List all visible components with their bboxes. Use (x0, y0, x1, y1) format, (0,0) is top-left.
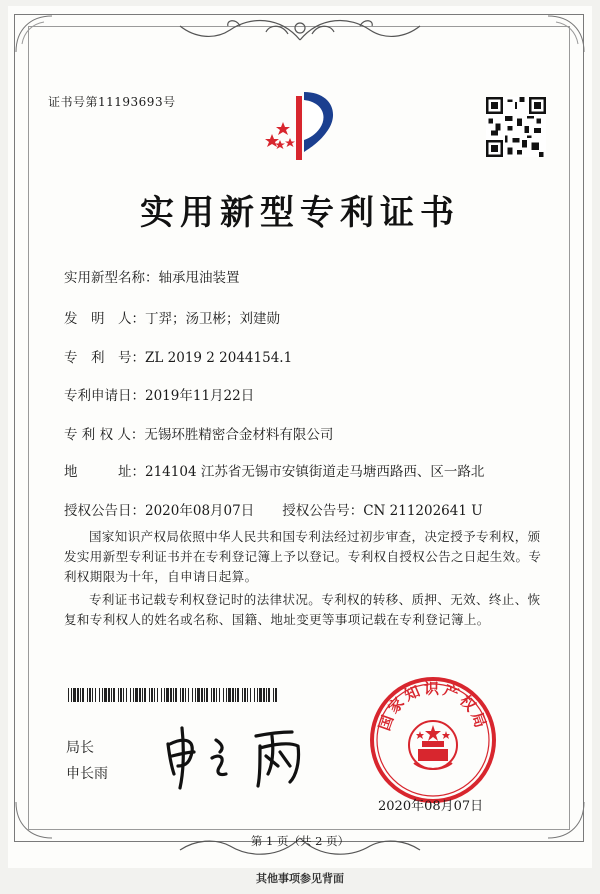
barcode-bar (266, 688, 267, 702)
barcode-bar (99, 688, 100, 702)
barcode-bar (259, 688, 262, 702)
field-patentee (64, 423, 333, 443)
barcode-bar (133, 688, 134, 702)
barcode-bar (237, 688, 239, 702)
barcode-bar (144, 688, 146, 702)
seal-text: 国家知识产权局 (375, 679, 491, 733)
barcode-bar (180, 688, 181, 702)
barcode-bar (154, 688, 155, 702)
certificate-title: 实用新型专利证书 (140, 193, 460, 233)
barcode-bar (164, 688, 165, 702)
barcode-bar (149, 688, 150, 702)
barcode-bar (120, 688, 122, 702)
field-grant-date (64, 499, 483, 519)
corner-ornament-icon (14, 14, 54, 54)
barcode-bar (161, 688, 162, 702)
barcode-bar (242, 688, 243, 702)
barcode-bar (228, 688, 231, 702)
barcode-bar (216, 688, 217, 702)
body-paragraph: 国家知识产权局依照中华人民共和国专利法经过初步审查，决定授予专利权，颁发实用新型专利证书并在专利登记簿上予以登记。专利权自授权公告之日起生效。专利权期限为十年，自申请日起算。 (64, 529, 542, 584)
barcode-bar (275, 688, 277, 702)
field-application-date (64, 384, 254, 404)
barcode-bar (123, 688, 124, 702)
certificate-body (64, 527, 544, 633)
field-label: 实用新型名称： (64, 270, 159, 286)
barcode-bar (151, 688, 153, 702)
barcode-bar (82, 688, 84, 702)
top-ornament-icon (170, 12, 430, 48)
page-number: 第 1 页（共 2 页） (250, 834, 350, 848)
barcode-bar (201, 688, 203, 702)
barcode-bar (111, 688, 112, 702)
barcode-bar (211, 688, 212, 702)
barcode-bar (247, 688, 248, 702)
barcode-bar (232, 688, 234, 702)
issue-date: 2020年08月07日 (378, 799, 484, 814)
field-label: 授权公告日： (64, 503, 145, 519)
field-label: 专 利 权 人： (64, 427, 145, 443)
footer-note: 其他事项参见背面 (256, 872, 344, 885)
field-address (64, 460, 484, 480)
barcode-bar (142, 688, 143, 702)
field-label: 专利申请日： (64, 388, 145, 404)
barcode-bar (113, 688, 115, 702)
barcode-bar (244, 688, 246, 702)
barcode-bar (102, 688, 103, 702)
field-inventors (64, 307, 280, 327)
field-value: 2020年08月07日 (145, 503, 255, 519)
barcode-bar (182, 688, 184, 702)
barcode-bar (197, 688, 200, 702)
barcode-bar (73, 688, 76, 702)
barcode-bar (108, 688, 110, 702)
signature-icon (160, 722, 310, 790)
qr-code-icon (486, 97, 546, 157)
barcode-bar (87, 688, 88, 702)
official-seal (368, 675, 498, 805)
cnipa-logo-icon (250, 82, 350, 162)
field-label: 授权公告号： (282, 503, 364, 519)
barcode-bar (195, 688, 196, 702)
field-value: CN 211202641 U (363, 503, 483, 519)
field-value: 214104 江苏省无锡市安镇街道走马塘西路西、区一路北 (145, 464, 485, 480)
barcode-bar (130, 688, 131, 702)
barcode-bar (126, 688, 127, 702)
barcode-bar (89, 688, 91, 702)
field-value: ZL 2019 2 2044154.1 (145, 350, 293, 366)
director-name: 申长雨 (66, 766, 108, 782)
barcode-bar (173, 688, 174, 702)
barcode-bar (263, 688, 265, 702)
barcode-bar (257, 688, 258, 702)
barcode-bar (188, 688, 189, 702)
barcode-bar (80, 688, 81, 702)
barcode-bar (192, 688, 193, 702)
field-label: 专 利 号： (64, 350, 145, 366)
barcode-bar (68, 688, 69, 702)
barcode-bar (206, 688, 208, 702)
barcode-bar (157, 688, 158, 702)
barcode-bar (71, 688, 72, 702)
field-label: 发 明 人： (64, 311, 145, 327)
barcode-bar (235, 688, 236, 702)
barcode-bar (250, 688, 251, 702)
national-emblem-icon (409, 721, 457, 769)
director-title: 局长 (66, 740, 94, 756)
field-utility-model-name (64, 266, 240, 286)
barcode-bar (139, 688, 141, 702)
barcode-bar (185, 688, 186, 702)
barcode-bar (135, 688, 138, 702)
barcode-bar (92, 688, 93, 702)
barcode-bar (219, 688, 220, 702)
barcode-bar (170, 688, 172, 702)
barcode-bar (226, 688, 227, 702)
body-paragraph: 专利证书记载专利权登记时的法律状况。专利权的转移、质押、无效、终止、恢复和专利权人的姓名或名称、国籍、地址变更等事项记载在专利登记簿上。 (64, 592, 541, 627)
corner-ornament-icon (546, 14, 586, 54)
barcode-bar (95, 688, 96, 702)
field-value: 丁羿；汤卫彬；刘建勋 (145, 311, 280, 327)
barcode-bar (268, 688, 270, 702)
barcode-bar (213, 688, 215, 702)
field-value: 轴承甩油装置 (158, 270, 240, 286)
barcode-bar (166, 688, 169, 702)
field-value: 2019年11月22日 (145, 388, 255, 404)
barcode-bar (204, 688, 205, 702)
svg-text:国家知识产权局 (375, 680, 490, 733)
barcode-bar (223, 688, 224, 702)
barcode-bar (175, 688, 177, 702)
field-label: 地 址： (64, 464, 145, 480)
barcode-bar (118, 688, 119, 702)
certificate-number: 证书号第11193693号 (48, 95, 176, 109)
barcode-icon (68, 688, 280, 702)
field-patent-number (64, 346, 292, 366)
field-value: 无锡环胜精密合金材料有限公司 (144, 427, 334, 443)
barcode-bar (77, 688, 79, 702)
barcode-bar (254, 688, 255, 702)
barcode-bar (104, 688, 107, 702)
barcode-bar (273, 688, 274, 702)
